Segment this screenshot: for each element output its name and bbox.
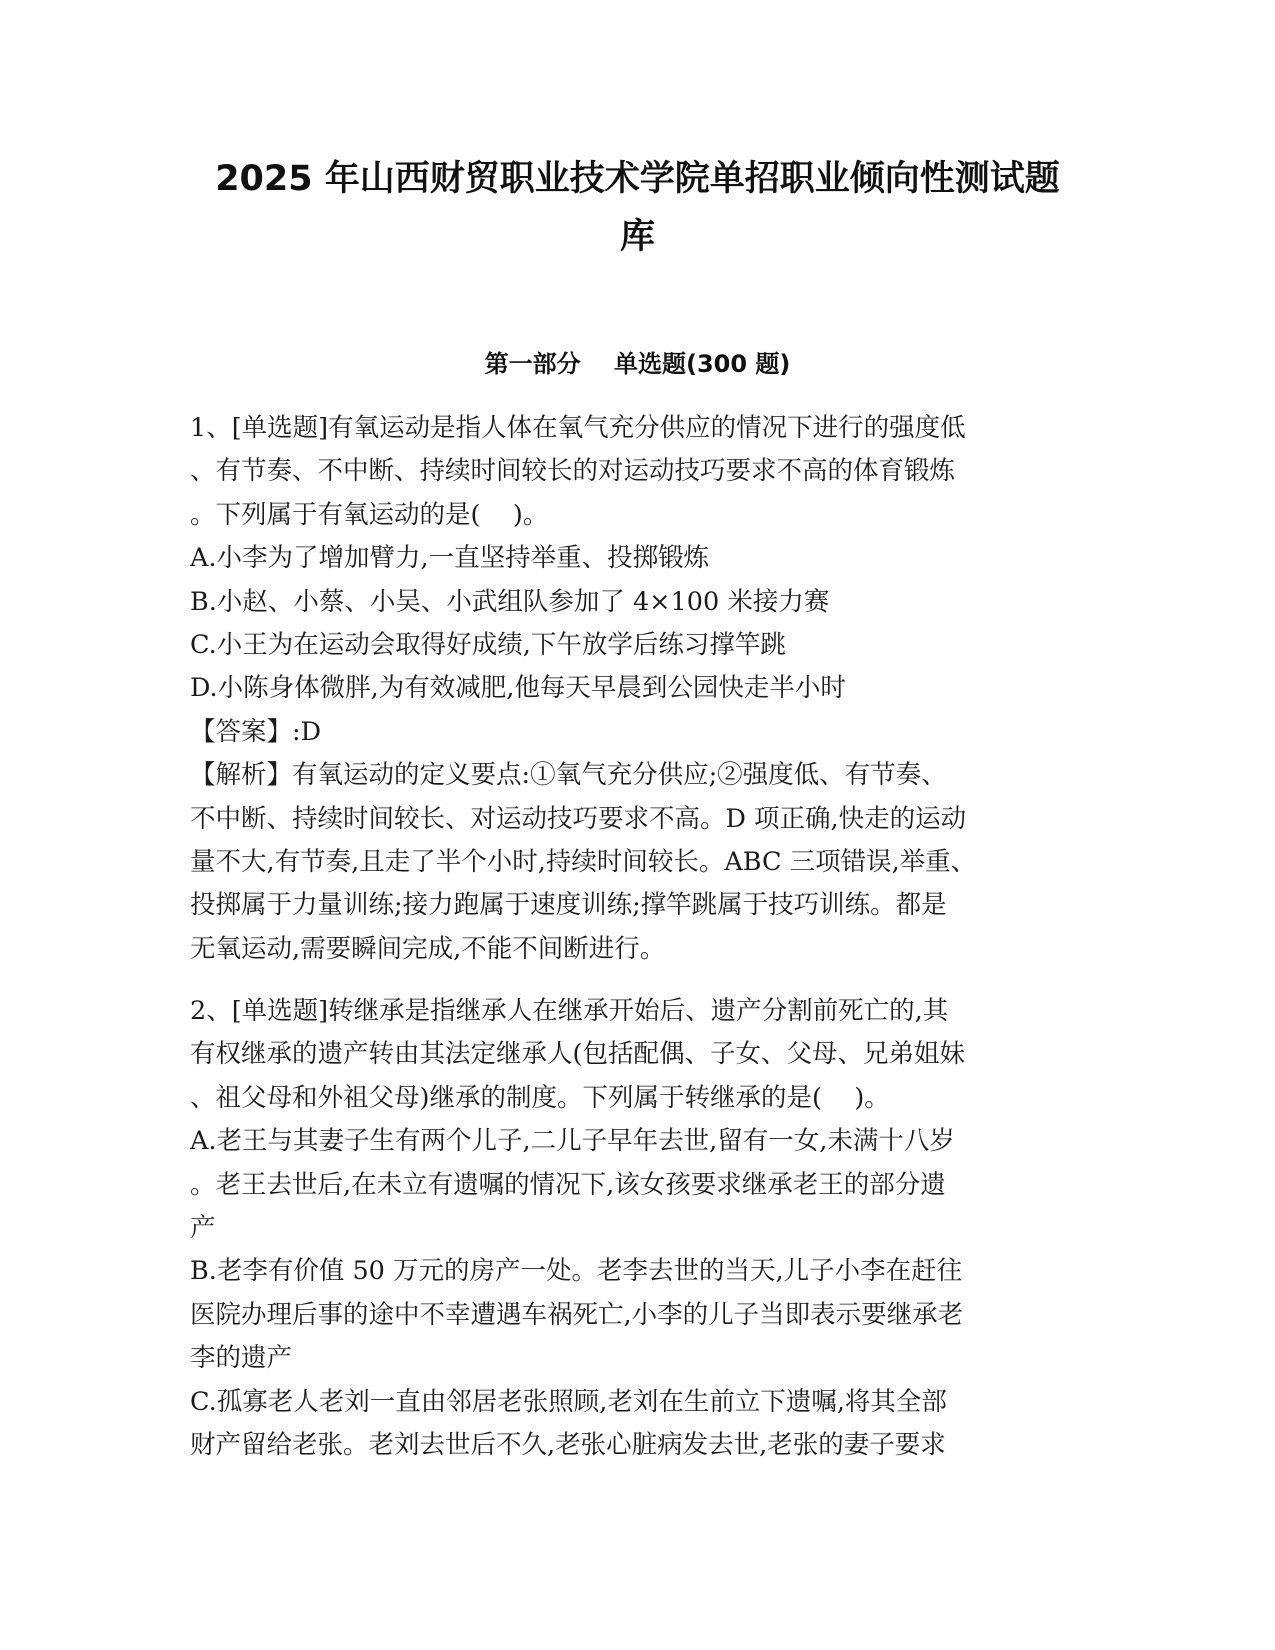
question-1-analysis-line: 不中断、持续时间较长、对运动技巧要求不高。D 项正确,快走的运动	[190, 803, 967, 834]
question-1-analysis-line: 【解析】有氧运动的定义要点:①氧气充分供应;②强度低、有节奏、	[190, 760, 947, 791]
question-1-option-a: A.小李为了增加臂力,一直坚持举重、投掷锻炼	[190, 543, 710, 574]
question-1-option-c: C.小王为在运动会取得好成绩,下午放学后练习撑竿跳	[190, 630, 786, 661]
question-2-stem-line: 2、[单选题]转继承是指继承人在继承开始后、遗产分割前死亡的,其	[190, 996, 949, 1026]
question-2-option-a-line: A.老王与其妻子生有两个儿子,二儿子早年去世,留有一女,未满十八岁	[190, 1126, 955, 1157]
question-2-option-a-line: 。老王去世后,在未立有遗嘱的情况下,该女孩要求继承老王的部分遗	[190, 1169, 946, 1200]
question-2-option-b-line: 李的遗产	[190, 1343, 293, 1374]
document-title-line-2: 库	[619, 217, 655, 257]
question-2	[190, 990, 1085, 1467]
question-1-analysis-line: 无氧运动,需要瞬间完成,不能不间断进行。	[190, 933, 666, 964]
question-2-option-b-line: 医院办理后事的途中不幸遭遇车祸死亡,小李的儿子当即表示要继承老	[190, 1299, 964, 1330]
question-1-option-b: B.小赵、小蔡、小吴、小武组队参加了 4×100 米接力赛	[190, 586, 830, 617]
question-2-option-b-line: B.老李有价值 50 万元的房产一处。老李去世的当天,儿子小李在赶往	[190, 1256, 963, 1287]
question-2-option-a-line: 产	[190, 1213, 216, 1244]
question-1-stem-line: 、有节奏、不中断、持续时间较长的对运动技巧要求不高的体育锻炼	[190, 456, 956, 487]
document-title-line-1: 2025 年山西财贸职业技术学院单招职业倾向性测试题	[215, 159, 1060, 199]
question-1-answer: 【答案】:D	[190, 716, 322, 747]
question-1-analysis-line: 量不大,有节奏,且走了半个小时,持续时间较长。ABC 三项错误,举重、	[190, 847, 977, 878]
question-2-stem-line: 有权继承的遗产转由其法定继承人(包括配偶、子女、父母、兄弟姐妹	[190, 1039, 965, 1070]
question-2-option-c-line: 财产留给老张。老刘去世后不久,老张心脏病发去世,老张的妻子要求	[190, 1430, 946, 1461]
question-1-analysis-line: 投掷属于力量训练;接力跑属于速度训练;撑竿跳属于技巧训练。都是	[190, 890, 947, 921]
section-heading: 第一部分 单选题(300 题)	[484, 350, 791, 378]
question-2-stem-line: 、祖父母和外祖父母)继承的制度。下列属于转继承的是( )。	[190, 1082, 890, 1113]
document-title	[160, 150, 1115, 266]
question-1	[190, 407, 1085, 971]
question-1-stem-line: 。下列属于有氧运动的是( )。	[190, 499, 549, 530]
question-2-option-c-line: C.孤寡老人老刘一直由邻居老张照顾,老刘在生前立下遗嘱,将其全部	[190, 1386, 947, 1417]
question-1-option-d: D.小陈身体微胖,为有效减肥,他每天早晨到公园快走半小时	[190, 673, 846, 704]
question-1-stem-line: 1、[单选题]有氧运动是指人体在氧气充分供应的情况下进行的强度低	[190, 413, 966, 443]
